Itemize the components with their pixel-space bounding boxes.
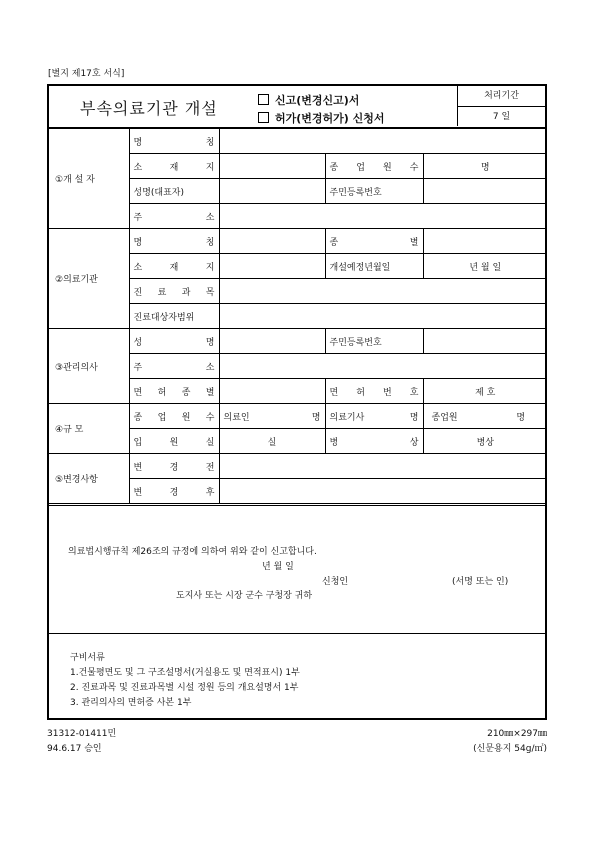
processing-period-label: 처리기간 <box>458 86 545 107</box>
after-change-field[interactable] <box>219 479 547 504</box>
founder-name-label: 명 칭 <box>129 129 219 154</box>
founder-name-field[interactable] <box>219 129 547 154</box>
signature-label: (서명 또는 인) <box>452 577 509 587</box>
document-item: 2. 진료과목 및 진료과목별 시설 정원 등의 개요설명서 1부 <box>70 683 299 693</box>
open-date-label: 개설예정년월일 <box>325 254 423 279</box>
processing-period-value: 7 일 <box>492 112 511 122</box>
rooms-field[interactable]: 실 <box>219 429 325 454</box>
section-changes: ⑤변경사항 <box>47 454 129 504</box>
worker-unit: 명 <box>516 412 526 423</box>
checkbox-report[interactable] <box>258 94 269 105</box>
declaration-date: 년 월 일 <box>262 562 294 572</box>
paper-type: (신문용지 54g/㎡) <box>473 744 547 754</box>
institution-type-label: 종 별 <box>325 229 423 254</box>
tech-label: 의료기사 <box>329 412 365 423</box>
doctor-count-field[interactable] <box>219 404 325 429</box>
license-type-label: 면 허 종 별 <box>129 379 219 404</box>
application-table <box>47 128 547 504</box>
dept-field[interactable] <box>219 279 547 304</box>
founder-staff-label: 종 업 원 수 <box>325 154 423 179</box>
founder-address-field[interactable] <box>219 204 547 229</box>
institution-location-field[interactable] <box>219 254 325 279</box>
approval-date: 94.6.17 승인 <box>47 744 102 754</box>
founder-resident-label: 주민등록번호 <box>325 179 423 204</box>
institution-name-label: 명 칭 <box>129 229 219 254</box>
paper-size: 210㎜×297㎜ <box>487 729 547 739</box>
tech-unit: 명 <box>409 412 419 423</box>
section-institution: ②의료기관 <box>47 229 129 329</box>
founder-rep-field[interactable] <box>219 179 325 204</box>
before-change-label: 변 경 전 <box>129 454 219 479</box>
founder-address-label: 주 소 <box>129 204 219 229</box>
manager-address-field[interactable] <box>219 354 547 379</box>
doctor-label: 의료인 <box>223 412 250 423</box>
option-report-label: 신고(변경신고)서 <box>275 94 360 107</box>
founder-location-field[interactable] <box>219 154 325 179</box>
beds-label: 병 상 <box>325 429 423 454</box>
founder-location-label: 소 재 지 <box>129 154 219 179</box>
applicant-label: 신청인 <box>322 577 349 587</box>
manager-address-label: 주 소 <box>129 354 219 379</box>
license-no-label: 면 허 번 호 <box>325 379 423 404</box>
section-scale: ④규 모 <box>47 404 129 454</box>
option-permit[interactable] <box>258 110 385 126</box>
manager-resident-field[interactable] <box>423 329 547 354</box>
beds-field[interactable]: 병상 <box>423 429 547 454</box>
option-report[interactable] <box>258 92 359 108</box>
document-item: 3. 관리의사의 면허증 사본 1부 <box>70 698 192 708</box>
declaration-statement: 의료법시행규칙 제26조의 규정에 의하여 위와 같이 신고합니다. <box>68 547 317 557</box>
checkbox-permit[interactable] <box>258 112 269 123</box>
before-change-field[interactable] <box>219 454 547 479</box>
declaration-block <box>47 505 547 633</box>
institution-type-field[interactable] <box>423 229 547 254</box>
documents-heading: 구비서류 <box>70 653 105 663</box>
after-change-label: 변 경 후 <box>129 479 219 504</box>
worker-count-field[interactable] <box>423 404 547 429</box>
worker-label: 종업원 <box>431 412 458 423</box>
tech-count-field[interactable] <box>325 404 423 429</box>
manager-resident-label: 주민등록번호 <box>325 329 423 354</box>
manager-name-field[interactable] <box>219 329 325 354</box>
scale-staff-label: 종 업 원 수 <box>129 404 219 429</box>
scope-label: 진료대상자범위 <box>129 304 219 329</box>
open-date-field[interactable]: 년 월 일 <box>423 254 547 279</box>
form-number: [별지 제17호 서식] <box>48 69 125 79</box>
document-item: 1.건물평면도 및 그 구조설명서(거실용도 및 면적표시) 1부 <box>70 668 300 678</box>
license-type-field[interactable] <box>219 379 325 404</box>
institution-name-field[interactable] <box>219 229 325 254</box>
doctor-unit: 명 <box>311 412 321 423</box>
addressee: 도지사 또는 시장 군수 구청장 귀하 <box>176 591 313 601</box>
option-permit-label: 허가(변경허가) 신청서 <box>275 112 385 125</box>
dept-label: 진 료 과 목 <box>129 279 219 304</box>
founder-rep-label: 성명(대표자) <box>129 179 219 204</box>
form-code: 31312-01411민 <box>47 729 117 739</box>
section-manager: ③관리의사 <box>47 329 129 404</box>
founder-resident-field[interactable] <box>423 179 547 204</box>
license-no-field[interactable]: 제 호 <box>423 379 547 404</box>
institution-location-label: 소 재 지 <box>129 254 219 279</box>
processing-period-box <box>457 86 545 126</box>
scope-field[interactable] <box>219 304 547 329</box>
founder-staff-field[interactable]: 명 <box>423 154 547 179</box>
section-founder: ①개 설 자 <box>47 129 129 229</box>
form-title: 부속의료기관 개설 <box>80 99 218 118</box>
rooms-label: 입 원 실 <box>129 429 219 454</box>
manager-name-label: 성 명 <box>129 329 219 354</box>
